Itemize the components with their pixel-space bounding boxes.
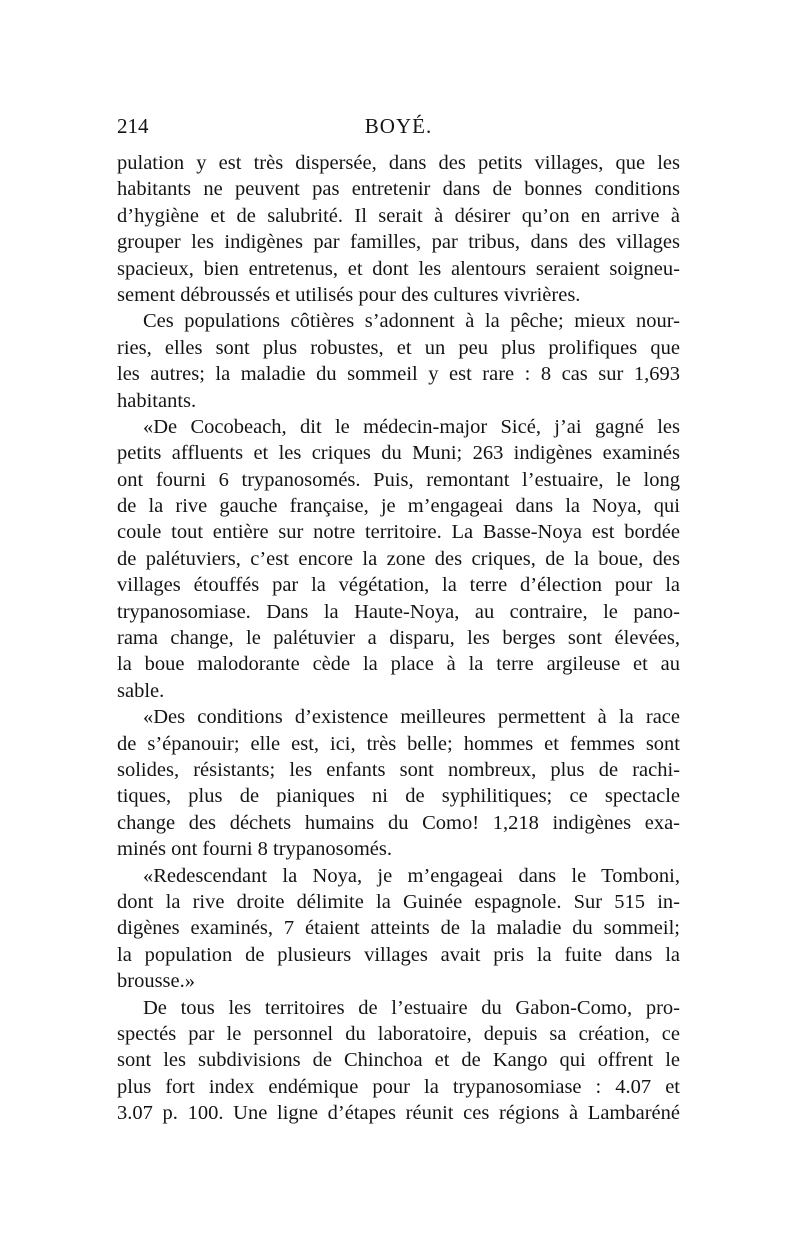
paragraph-first-line: Ces populations côtières s’adonnent à la pêche; mieux nour- <box>143 310 680 333</box>
text-line: de s’épanouir; elle est, ici, très belle; hommes et femmes sont <box>117 732 680 755</box>
text-line: petits affluents et les criques du Muni; 263 indigènes examinés <box>117 442 680 465</box>
text-line: rama change, le palétuvier a disparu, les berges sont élevées, <box>117 627 680 650</box>
page-header <box>117 112 680 140</box>
running-head: BOYÉ. <box>364 114 433 138</box>
paragraph-first-line: «De Cocobeach, dit le médecin-major Sicé, j’ai gagné les <box>143 415 680 438</box>
text-line: sement débroussés et utilisés pour des cultures vivrières. <box>117 283 581 306</box>
text-line: de la rive gauche française, je m’engageai dans la Noya, qui <box>117 495 680 518</box>
paragraph-first-line: «Redescendant la Noya, je m’engageai dans le Tomboni, <box>143 864 680 887</box>
text-line: de palétuviers, c’est encore la zone des criques, de la boue, des <box>117 547 680 570</box>
text-line: minés ont fourni 8 trypanosomés. <box>117 838 393 861</box>
text-line: grouper les indigènes par familles, par tribus, dans des villages <box>117 231 680 254</box>
text-line: brousse.» <box>117 970 196 993</box>
text-line: coule tout entière sur notre territoire. La Basse-Noya est bordée <box>117 521 680 544</box>
page-number: 214 <box>117 114 149 138</box>
text-line: digènes examinés, 7 étaient atteints de la maladie du sommeil; <box>117 917 680 940</box>
text-line: plus fort index endémique pour la trypanosomiase : 4.07 et <box>117 1075 680 1098</box>
text-line: trypanosomiase. Dans la Haute-Noya, au contraire, le pano- <box>117 600 680 623</box>
text-line: villages étouffés par la végétation, la terre d’élection pour la <box>117 574 680 597</box>
text-line: change des déchets humains du Como! 1,218 indigènes exa- <box>117 811 680 834</box>
text-line: spectés par le personnel du laboratoire, depuis sa création, ce <box>117 1022 680 1045</box>
text-line: habitants ne peuvent pas entretenir dans de bonnes conditions <box>117 178 680 201</box>
text-line: d’hygiène et de salubrité. Il serait à désirer qu’on en arrive à <box>117 204 680 227</box>
paragraph-first-line: «Des conditions d’existence meilleures permettent à la race <box>143 706 680 729</box>
text-line: la population de plusieurs villages avait pris la fuite dans la <box>117 943 680 966</box>
text-line: ont fourni 6 trypanosomés. Puis, remontant l’estuaire, le long <box>117 468 680 491</box>
text-line: pulation y est très dispersée, dans des petits villages, que les <box>117 152 680 174</box>
text-line: spacieux, bien entretenus, et dont les alentours seraient soigneu- <box>117 257 680 280</box>
text-line: dont la rive droite délimite la Guinée espagnole. Sur 515 in- <box>117 890 680 913</box>
text-line: 3.07 p. 100. Une ligne d’étapes réunit ces régions à Lambaréné <box>117 1102 680 1125</box>
text-line: les autres; la maladie du sommeil y est rare : 8 cas sur 1,693 <box>117 363 680 386</box>
text-line: sable. <box>117 679 165 702</box>
text-line: habitants. <box>117 389 197 412</box>
text-line: tiques, plus de pianiques ni de syphilitiques; ce spectacle <box>117 785 680 808</box>
text-line: ries, elles sont plus robustes, et un peu plus prolifiques que <box>117 336 680 359</box>
paragraph-first-line: De tous les territoires de l’estuaire du Gabon-Como, pro- <box>143 996 680 1019</box>
text-line: la boue malodorante cède la place à la terre argileuse et au <box>117 653 680 676</box>
body-text <box>117 150 680 1126</box>
text-line: solides, résistants; les enfants sont nombreux, plus de rachi- <box>117 758 680 781</box>
text-line: sont les subdivisions de Chinchoa et de Kango qui offrent le <box>117 1049 680 1072</box>
